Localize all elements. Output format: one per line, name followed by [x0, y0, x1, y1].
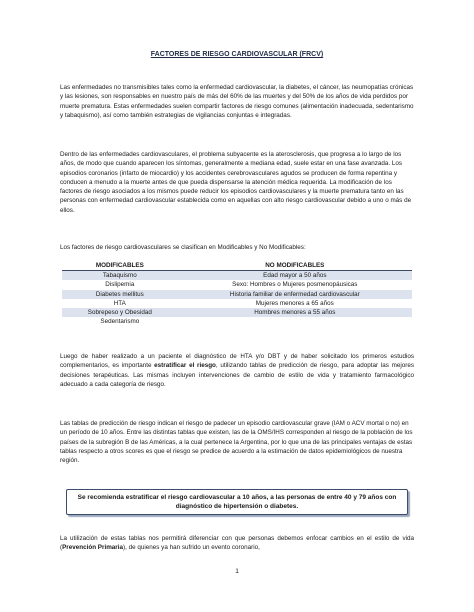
callout-text: Se recomienda estratificar el riesgo cardiovascular a 10 años, a las personas de entre 40 y 79 años con diagnóstico de hipertensión o diabetes.: [77, 494, 397, 510]
table-cell: Sexo: Hombres o Mujeres posmenopáusicas: [232, 281, 358, 289]
page-number: 1: [235, 568, 239, 575]
paragraph-intro: Las enfermedades no transmisibles tales como la enfermedad cardiovascular, la diabetes, el cáncer, las neumopatías crónicas y las lesiones, son responsables en nuestro país de más del 60% de las muertes y del 50% de los años de vida perdidos por muerte prematura. Estas enfermedades suelen compartir factores de riesgo comunes (alimentación inadecuada, sedentarismo y tabaquismo), así como también estrategias de vigilancias conjuntas e integradas.: [60, 84, 414, 119]
text-run: La utilización de estas tablas nos permitirá diferenciar con que personas debemos enfocar cambios en el estilo de vida (: [60, 535, 414, 552]
table-row: [62, 290, 412, 299]
table-cell: Hombres menores a 55 años: [178, 308, 412, 317]
paragraph-atherosclerosis: Dentro de las enfermedades cardiovasculares, el problema subyacente es la aterosclerosis, que progresa a lo largo de los años, de modo que cuando aparecen los síntomas, generalmente a mediana edad, suele estar en una fase avanzada. Los episodios coronarios (infarto de miocardio) y los accidentes cerebrovasculares agudos se producen de forma repentina y conducen a menudo a la muerte antes de que pueda dispensarse la atención médica requerida. La modificación de los factores de riesgo asociados a los mismos puede reducir los episodios cardiovasculares y la muerte prematura tanto en las personas con enfermedad cardiovascular establecida como en aquellas con alto riesgo cardiovascular debido a uno o más de ellos.: [60, 151, 412, 214]
emphasis-primary-prevention: Prevención Primaria: [62, 544, 124, 552]
table-cell: Sedentarismo: [100, 318, 140, 326]
table-row: [62, 271, 412, 281]
table-row: [62, 299, 412, 308]
table-header-row: [62, 261, 412, 271]
paragraph-classification: Los factores de riesgo cardiovasculares se clasifican en Modificables y No Modificables:: [60, 244, 306, 251]
paragraph-stratify-risk: [60, 352, 414, 389]
table-row: [62, 308, 412, 317]
table-cell: Diabetes mellitus: [62, 290, 178, 299]
table-cell: Tabaquismo: [62, 271, 178, 281]
table-cell: Edad mayor a 50 años: [178, 271, 412, 281]
paragraph-prediction-tables: Las tablas de predicción de riesgo indican el riesgo de padecer un episodio cardiovascular grave (IAM o ACV mortal o no) en un período de 10 años. Entre las distintas tablas que existen, las de la OMS/IHS corresponden al riesgo de la población de los países de la subregión B de las Américas, a la cual pertenece la Argentina, por lo que una de las principales ventajas de estas tablas respecto a otros scores es que el riesgo se predice de acuerdo a la estimación de datos epidemiológicos de nuestra región.: [60, 420, 413, 465]
table-cell: Sobrepeso y Obesidad: [62, 308, 178, 317]
table-row: [62, 317, 412, 326]
risk-factors-table: [62, 261, 412, 326]
table-cell: [178, 317, 412, 326]
document-title: FACTORES DE RIESGO CARDIOVASCULAR (FRCV): [150, 51, 324, 58]
paragraph-primary-prevention: [60, 534, 414, 553]
text-run: ), de quienes ya han sufrido un evento coronario,: [123, 544, 260, 552]
table-cell: Mujeres menores a 65 años: [255, 299, 334, 307]
recommendation-callout: [66, 489, 408, 515]
table-cell: Dislipemia: [105, 281, 135, 289]
column-header-modifiable: MODIFICABLES: [62, 261, 178, 271]
text-run: Luego de haber realizado a un paciente el diagnóstico de HTA y/o DBT y de haber solicitado los primeros estudios complementarios, es importante: [60, 353, 414, 370]
table-cell: HTA: [113, 299, 126, 307]
emphasis-stratify-risk: estratificar el riesgo: [154, 362, 216, 370]
table-cell: Historia familiar de enfermedad cardiovascular: [178, 290, 412, 299]
text-run: , utilizando tablas de predicción de riesgo, para adoptar las mejores decisiones terapéuticas. Las mismas incluyen intervenciones de cambio de estilo de vida y tratamiento farmacológico adecuado a cada categoría de riesgo.: [60, 362, 414, 388]
table-row: [62, 280, 412, 289]
column-header-non-modifiable: NO MODIFICABLES: [178, 261, 412, 271]
